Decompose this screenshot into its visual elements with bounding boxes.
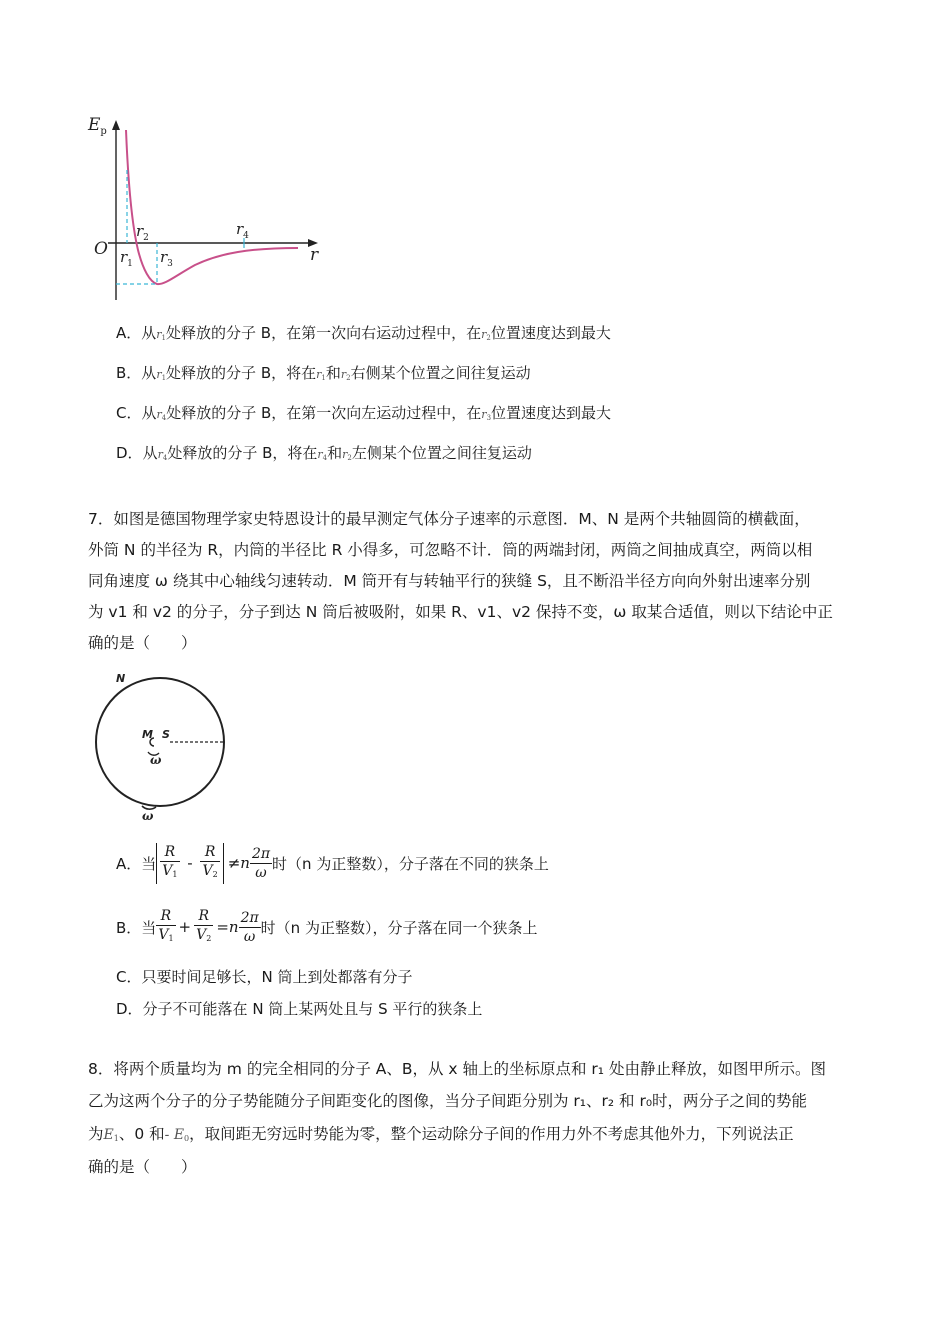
q8-line-3: 为E1、0 和- E0，取间距无穷远时势能为零，整个运动除分子间的作用力外不考虑其他外力，下列说法正 [88,1125,794,1143]
q8-line-1: 8．将两个质量均为 m 的完全相同的分子 A、B，从 x 轴上的坐标原点和 r₁ 处由静止释放，如图甲所示。图 [88,1060,826,1078]
q6-option-a[interactable]: A．从r1处释放的分子 B，在第一次向右运动过程中，在r2位置速度达到最大 [116,324,611,342]
q7-option-d[interactable]: D．分子不可能落在 N 筒上某两处且与 S 平行的狭条上 [116,1000,483,1018]
label-omega-inner: ω [150,753,162,767]
q7-line-3: 同角速度 ω 绕其中心轴线匀速转动．M 筒开有与转轴平行的狭缝 S，且不断沿半径方向向外射出速率分别 [88,572,811,590]
abs-value: $\frac{R}{V1}$ - $\frac{R}{V2}$ [156,843,223,884]
x-axis-label: r [310,245,319,265]
outer-cylinder-n [96,678,224,806]
label-m: M [142,728,153,741]
q6-option-c[interactable]: C．从r4处释放的分子 B，在第一次向左运动过程中，在r3位置速度达到最大 [116,404,612,422]
origin-label: O [94,239,108,259]
label-omega-outer: ω [142,809,154,823]
q7-line-2: 外筒 N 的半径为 R，内筒的半径比 R 小得多，可忽略不计．筒的两端封闭，两筒之间抽成真空，两筒以相 [88,541,813,559]
label-n: N [116,672,126,685]
q7-line-5: 确的是（ ） [88,634,197,652]
q7-line-1: 7．如图是德国物理学家史特恩设计的最早测定气体分子速率的示意图．M、N 是两个共轴圆筒的横截面， [88,510,810,528]
q7-option-a[interactable]: A． 当 $\frac{R}{V1}$ - $\frac{R}{V2}$ ≠n $\frac{2\pi}{\omega}$ 时（n 为正整数），分子落在不同的狭条上 [116,840,549,886]
potential-energy-graph [80,110,330,300]
q8-line-2: 乙为这两个分子的分子势能随分子间距变化的图像，当分子间距分别为 r₁、r₂ 和 r₀时，两分子之间的势能 [88,1092,808,1110]
label-s: S [162,728,170,741]
r1-label: $r_1$ [120,248,133,269]
q6-option-d[interactable]: D．从r4处释放的分子 B，将在r4和r2左侧某个位置之间往复运动 [116,444,532,462]
potential-curve [126,130,298,284]
cylinder-diagram [88,668,238,828]
q7-option-b[interactable]: B． 当 $\frac{R}{V1}$ + $\frac{R}{V2}$ =n $\frac{2\pi}{\omega}$ 时（n 为正整数），分子落在同一个狭条上 [116,907,538,945]
r2-label: $r_2$ [136,222,149,243]
y-axis-label: $E_p$ [88,115,107,137]
q8-line-4: 确的是（ ） [88,1158,197,1176]
y-axis-arrow [112,120,120,130]
r3-label: $r_3$ [160,248,173,269]
q7-option-c[interactable]: C．只要时间足够长，N 筒上到处都落有分子 [116,968,413,986]
q6-option-b[interactable]: B．从r1处释放的分子 B，将在r1和r2右侧某个位置之间往复运动 [116,364,531,382]
r4-label: $r_4$ [236,220,249,241]
q7-line-4: 为 v1 和 v2 的分子，分子到达 N 筒后被吸附，如果 R、v1、v2 保持不变，ω 取某合适值，则以下结论中正 [88,603,833,621]
